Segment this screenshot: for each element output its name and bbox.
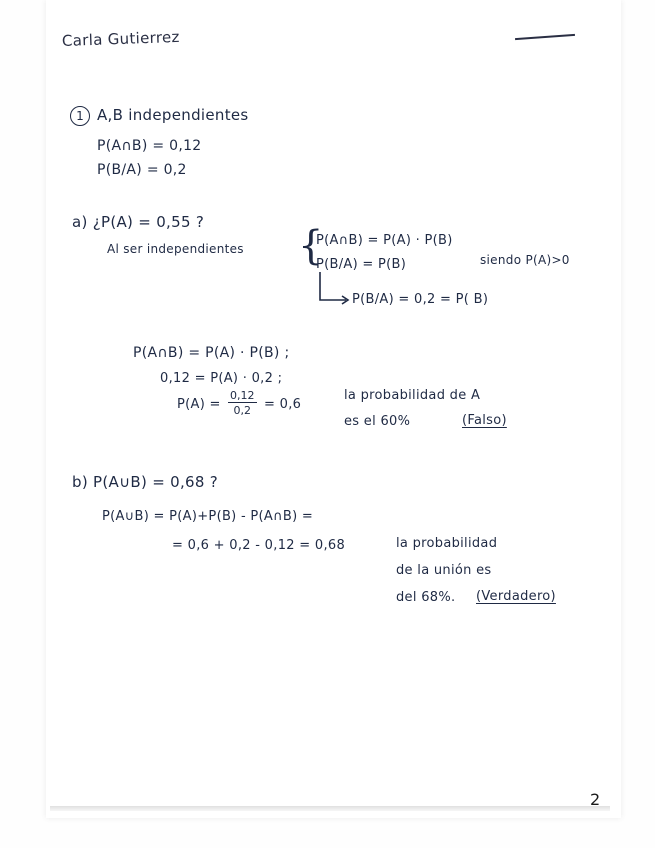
left-brace: { xyxy=(298,223,324,269)
fraction-denominator: 0,2 xyxy=(233,404,251,417)
part-a-step-1: P(A∩B) = P(A) · P(B) ; xyxy=(133,345,290,361)
part-b-conclusion-1: la probabilidad xyxy=(396,536,498,551)
arrow-result: P(B/A) = 0,2 = P( B) xyxy=(352,292,489,307)
part-a-step-3-rhs: = 0,6 xyxy=(264,397,302,412)
part-b-question: b) P(A∪B) = 0,68 ? xyxy=(72,473,219,491)
author-name: Carla Gutierrez xyxy=(61,27,180,50)
part-b-step-2: = 0,6 + 0,2 - 0,12 = 0,68 xyxy=(172,538,346,553)
given-conditional: P(B/A) = 0,2 xyxy=(97,162,187,178)
part-a-question: a) ¿P(A) = 0,55 ? xyxy=(72,213,205,231)
part-a-conclusion-1: la probabilidad de A xyxy=(344,388,481,403)
part-a-conclusion-2: es el 60% xyxy=(344,414,411,429)
part-a-step-2: 0,12 = P(A) · 0,2 ; xyxy=(160,371,283,386)
problem-number-circle: 1 xyxy=(70,106,90,126)
part-b-conclusion-3: del 68%. xyxy=(396,590,456,605)
brace-line-2: P(B/A) = P(B) xyxy=(316,257,407,272)
paper-bottom-edge xyxy=(50,806,610,811)
header-cropped-text xyxy=(195,26,305,36)
brace-line-2-note: siendo P(A)>0 xyxy=(480,253,570,267)
fraction xyxy=(228,390,257,416)
part-a-intro: Al ser independientes xyxy=(107,242,244,256)
problem-title: A,B independientes xyxy=(97,106,249,124)
page-number: 2 xyxy=(590,790,601,809)
part-b-verdict: (Verdadero) xyxy=(476,589,556,604)
part-b-step-1: P(A∪B) = P(A)+P(B) - P(A∩B) = xyxy=(102,509,314,524)
part-b-conclusion-2: de la unión es xyxy=(396,563,492,578)
part-a-step-3-lhs: P(A) = xyxy=(177,397,221,412)
given-intersection: P(A∩B) = 0,12 xyxy=(97,138,202,154)
fraction-numerator: 0,12 xyxy=(230,389,255,402)
brace-line-1: P(A∩B) = P(A) · P(B) xyxy=(316,233,453,248)
part-a-verdict: (Falso) xyxy=(462,413,507,428)
